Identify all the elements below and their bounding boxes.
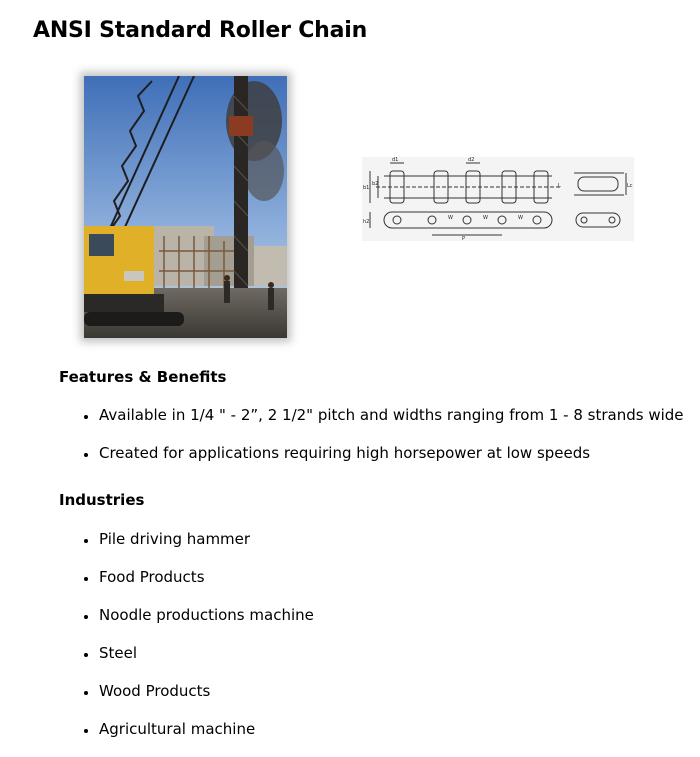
industries-heading: Industries xyxy=(59,491,145,509)
diagram-label-d2: d2 xyxy=(468,157,475,163)
diagram-label-w1: W xyxy=(448,215,453,221)
list-item: Food Products xyxy=(76,567,314,605)
list-item: Noodle productions machine xyxy=(76,605,314,643)
list-item: Created for applications requiring high horsepower at low speeds xyxy=(76,443,684,481)
list-item: Agricultural machine xyxy=(76,719,314,757)
diagram-label-Lc: Lc xyxy=(627,183,633,189)
list-item: Pile driving hammer xyxy=(76,529,314,567)
diagram-label-w3: W xyxy=(518,215,523,221)
crane-construction-photo-icon xyxy=(84,76,287,338)
list-item: Available in 1/4 " - 2”, 2 1/2" pitch and widths ranging from 1 - 8 strands wide xyxy=(76,405,684,443)
roller-chain-diagram xyxy=(362,157,634,241)
diagram-label-b1: b1 xyxy=(363,185,370,191)
crane-photo xyxy=(84,76,287,338)
diagram-label-w2: W xyxy=(483,215,488,221)
features-heading: Features & Benefits xyxy=(59,368,227,386)
diagram-label-L: L xyxy=(558,183,561,189)
industries-list xyxy=(76,529,314,757)
diagram-label-d1: d1 xyxy=(392,157,399,163)
page-title: ANSI Standard Roller Chain xyxy=(33,18,368,43)
list-item: Steel xyxy=(76,643,314,681)
list-item: Wood Products xyxy=(76,681,314,719)
diagram-label-h2: h2 xyxy=(363,219,370,225)
diagram-label-b2: b2 xyxy=(372,181,379,187)
diagram-label-p: P xyxy=(462,236,466,241)
features-list xyxy=(76,405,684,481)
roller-chain-technical-diagram-icon xyxy=(362,157,634,241)
